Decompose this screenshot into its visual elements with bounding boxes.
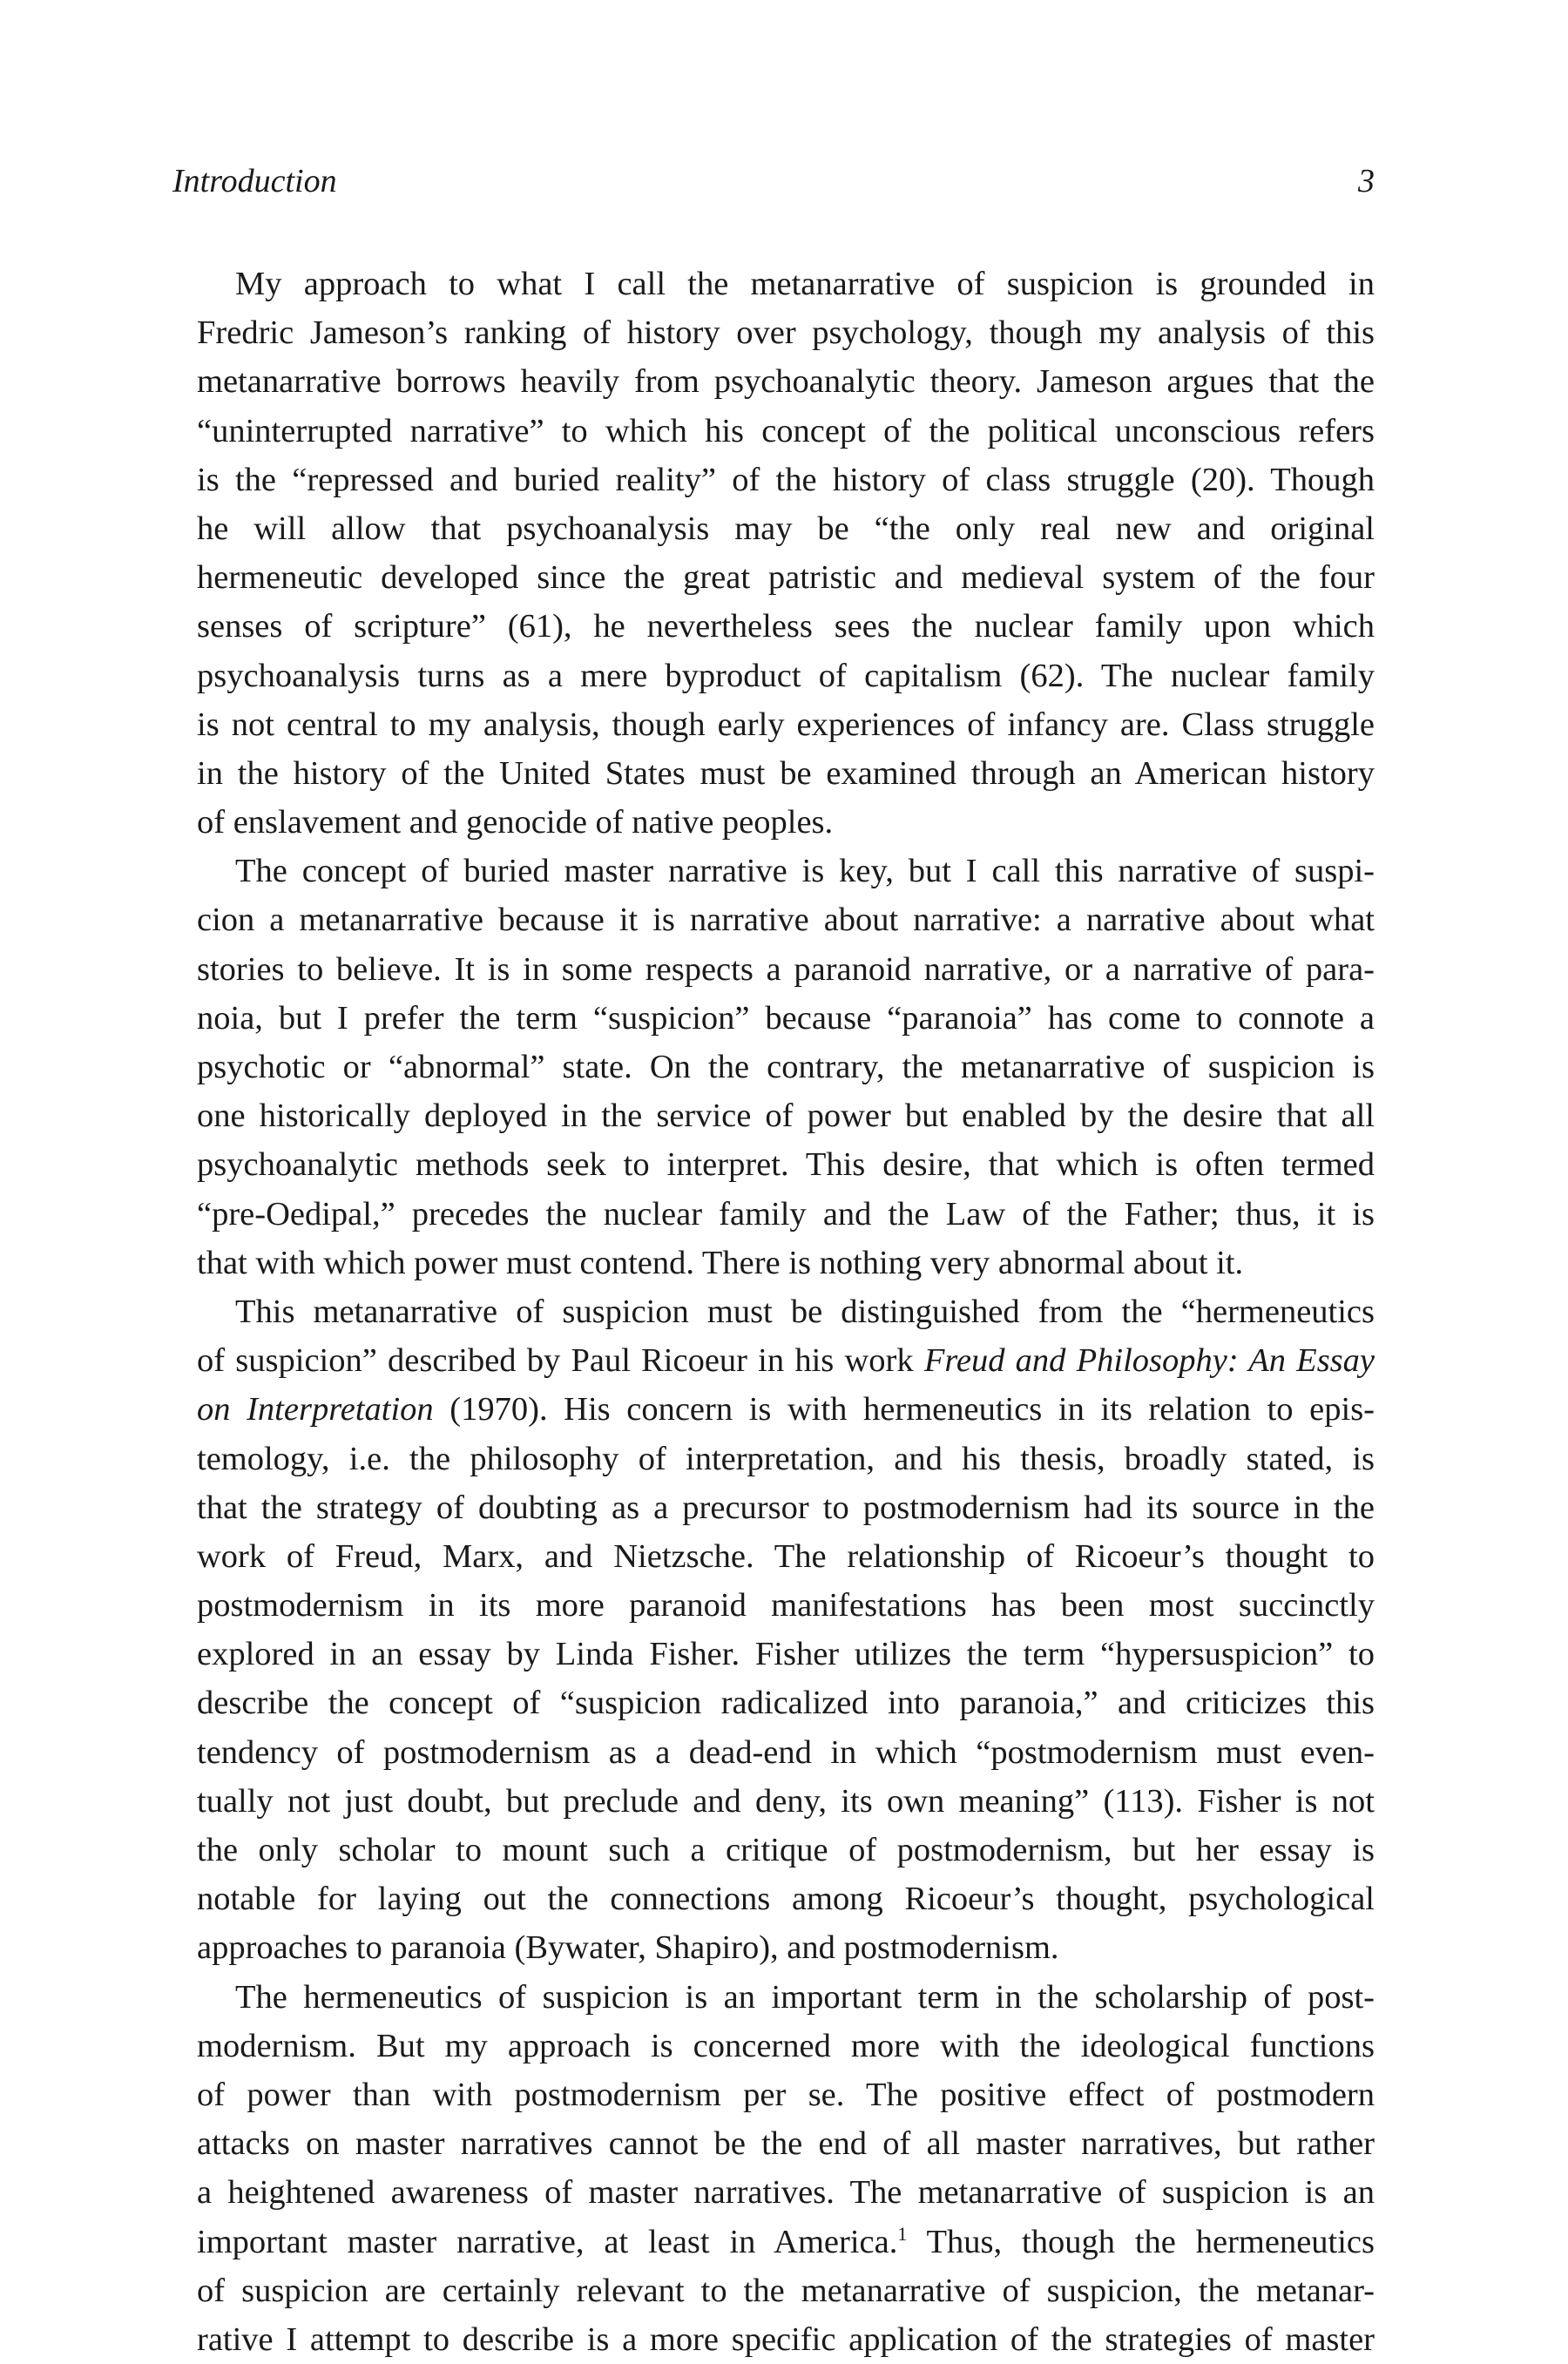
section-title: Introduction bbox=[172, 163, 337, 199]
text-line: The hermeneutics of suspicion is an important term in the scholarship of post- bbox=[235, 1978, 1375, 2016]
text-line: attacks on master narratives cannot be the end of all master narratives, but rather bbox=[197, 2125, 1375, 2163]
book-title: Freud and Philosophy: An Essay bbox=[923, 1342, 1375, 1380]
book-title: on Interpretation bbox=[197, 1391, 434, 1429]
text-line: tendency of postmodernism as a dead-end in which “postmodernism must even- bbox=[197, 1733, 1375, 1771]
text-line: postmodernism in its more paranoid manifestations has been most succinctly bbox=[197, 1587, 1375, 1624]
paragraph-4 bbox=[197, 1973, 1375, 2364]
text-line: psychotic or “abnormal” state. On the contrary, the metanarrative of suspicion is bbox=[197, 1049, 1375, 1085]
text-line: a heightened awareness of master narratives. The metanarrative of suspicion is an bbox=[197, 2174, 1375, 2212]
text-line bbox=[197, 1336, 1375, 1385]
text-line: modernism. But my approach is concerned more with the ideological functions bbox=[197, 2027, 1375, 2064]
body-text bbox=[197, 260, 1375, 2364]
text-line: “pre-Oedipal,” precedes the nuclear family and the Law of the Father; thus, it is bbox=[197, 1195, 1375, 1233]
paragraph-3 bbox=[197, 1287, 1375, 1973]
text-run: Thus, though the hermeneutics bbox=[907, 2223, 1375, 2260]
text-line: of power than with postmodernism per se. The positive effect of postmodern bbox=[197, 2076, 1375, 2113]
text-line: of enslavement and genocide of native peoples. bbox=[197, 804, 834, 841]
text-line: the only scholar to mount such a critique of postmodernism, but her essay is bbox=[197, 1832, 1375, 1868]
text-line: explored in an essay by Linda Fisher. Fisher utilizes the term “hypersuspicion” to bbox=[197, 1636, 1375, 1673]
paragraph-1 bbox=[197, 260, 1375, 847]
text-line: tually not just doubt, but preclude and deny, its own meaning” (113). Fisher is not bbox=[197, 1782, 1375, 1820]
text-line: “uninterrupted narrative” to which his concept of the political unconscious refers bbox=[197, 412, 1375, 449]
running-head bbox=[172, 155, 1375, 207]
text-line: of suspicion are certainly relevant to the metanarrative of suspicion, the metanar- bbox=[197, 2272, 1375, 2309]
text-line: one historically deployed in the service of power but enabled by the desire that all bbox=[197, 1098, 1375, 1135]
text-line: My approach to what I call the metanarrative of suspicion is grounded in bbox=[235, 266, 1375, 302]
text-line: he will allow that psychoanalysis may be “the only real new and original bbox=[197, 510, 1375, 547]
text-run: of suspicion” described by Paul Ricoeur in his work bbox=[197, 1342, 914, 1380]
text-line: approaches to paranoia (Bywater, Shapiro), and postmodernism. bbox=[197, 1929, 1059, 1967]
text-line: notable for laying out the connections among Ricoeur’s thought, psychological bbox=[197, 1881, 1375, 1918]
text-line: describe the concept of “suspicion radicalized into paranoia,” and criticizes this bbox=[197, 1685, 1375, 1722]
page-number: 3 bbox=[1358, 163, 1375, 199]
text-line bbox=[197, 2218, 1375, 2266]
text-line: temology, i.e. the philosophy of interpretation, and his thesis, broadly stated, is bbox=[197, 1440, 1375, 1477]
text-run: (1970). His concern is with hermeneutics in its relation to epis- bbox=[449, 1391, 1375, 1429]
text-line: cion a metanarrative because it is narrative about narrative: a narrative about what bbox=[197, 902, 1375, 939]
text-line: is the “repressed and buried reality” of the history of class struggle (20). Though bbox=[197, 461, 1375, 498]
text-line: that the strategy of doubting as a precursor to postmodernism had its source in the bbox=[197, 1489, 1375, 1526]
text-line: hermeneutic developed since the great patristic and medieval system of the four bbox=[197, 559, 1375, 597]
text-line: rative I attempt to describe is a more specific application of the strategies of master bbox=[197, 2320, 1375, 2358]
text-line: psychoanalysis turns as a mere byproduct of capitalism (62). The nuclear family bbox=[197, 657, 1375, 694]
text-line: is not central to my analysis, though early experiences of infancy are. Class struggle bbox=[197, 706, 1375, 743]
text-line: work of Freud, Marx, and Nietzsche. The relationship of Ricoeur’s thought to bbox=[197, 1537, 1375, 1575]
text-line: The concept of buried master narrative is key, but I call this narrative of suspi- bbox=[235, 853, 1375, 890]
text-line: metanarrative borrows heavily from psychoanalytic theory. Jameson argues that the bbox=[197, 363, 1375, 401]
text-line: senses of scripture” (61), he nevertheless sees the nuclear family upon which bbox=[197, 608, 1375, 645]
text-run: important master narrative, at least in America. bbox=[197, 2223, 898, 2260]
text-line: in the history of the United States must be examined through an American history bbox=[197, 754, 1375, 792]
text-line: psychoanalytic methods seek to interpret. This desire, that which is often termed bbox=[197, 1146, 1375, 1184]
text-line: noia, but I prefer the term “suspicion” because “paranoia” has come to connote a bbox=[197, 999, 1375, 1037]
paragraph-2 bbox=[197, 847, 1375, 1287]
footnote-marker: 1 bbox=[897, 2222, 908, 2245]
text-line: Fredric Jameson’s ranking of history over psychology, though my analysis of this bbox=[197, 314, 1375, 352]
text-line: This metanarrative of suspicion must be distinguished from the “hermeneutics bbox=[235, 1293, 1375, 1330]
text-line: stories to believe. It is in some respects a paranoid narrative, or a narrative of para- bbox=[197, 950, 1375, 988]
text-line: that with which power must contend. There is nothing very abnormal about it. bbox=[197, 1244, 1244, 1281]
text-line bbox=[197, 1385, 1375, 1434]
